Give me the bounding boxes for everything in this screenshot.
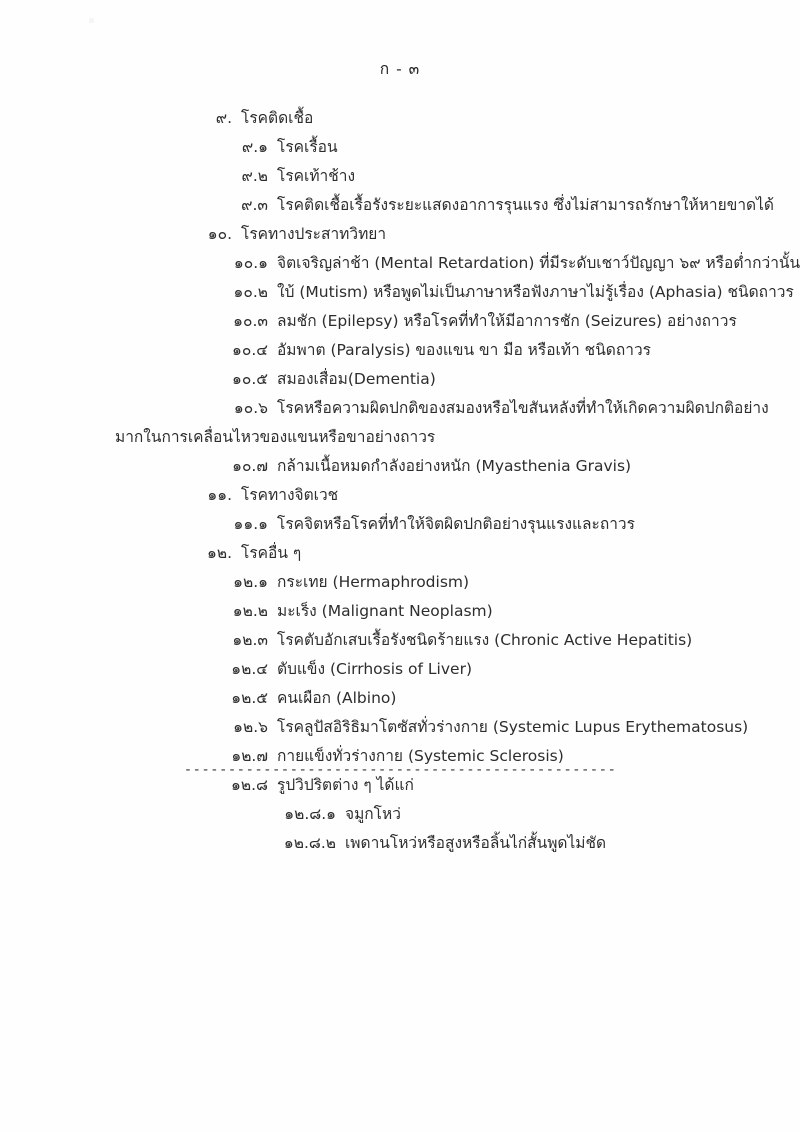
section-title: โรคทางจิตเวช <box>241 486 339 504</box>
item-text-wrap: มากในการเคลื่อนไหวของแขนหรือขาอย่างถาวร <box>115 428 436 446</box>
section-title: โรคติดเชื้อ <box>241 109 314 127</box>
document-body <box>0 104 800 858</box>
item-text: จิตเจริญล่าช้า (Mental Retardation) ที่มีระดับเชาว์ปัญญา ๖๙ หรือต่ำกว่านั้น <box>277 254 800 272</box>
footer-separator: ------------------------------------------------- <box>183 762 617 778</box>
item-text: กล้ามเนื้อหมดกำลังอย่างหนัก (Myasthenia Gravis) <box>277 457 632 475</box>
section-number: ๙. <box>215 109 232 127</box>
item-text: โรคเรื้อน <box>277 138 338 156</box>
sub-list-item <box>0 829 800 858</box>
item-text: คนเผือก (Albino) <box>277 689 397 707</box>
item-number: ๑๐.๓ <box>233 312 268 330</box>
sub-list-item <box>0 800 800 829</box>
item-number: ๑๒.๗ <box>231 747 268 765</box>
item-text: สมองเสื่อม(Dementia) <box>277 370 436 388</box>
list-item <box>0 452 800 481</box>
item-text: โรคเท้าช้าง <box>277 167 356 185</box>
subitem-number: ๑๒.๘.๑ <box>284 805 336 823</box>
section-heading <box>0 220 800 249</box>
item-text: โรคจิตหรือโรคที่ทำให้จิตผิดปกติอย่างรุนแรงและถาวร <box>277 515 635 533</box>
section-heading <box>0 481 800 510</box>
item-number: ๑๒.๒ <box>232 602 268 620</box>
section-number: ๑๑. <box>207 486 232 504</box>
list-item <box>0 249 800 278</box>
item-number: ๑๑.๑ <box>233 515 268 533</box>
item-text: กายแข็งทั่วร่างกาย (Systemic Sclerosis) <box>277 747 564 765</box>
item-number: ๑๐.๑ <box>233 254 268 272</box>
list-item <box>0 510 800 539</box>
list-item <box>0 684 800 713</box>
list-item <box>0 626 800 655</box>
item-text: ใบ้ (Mutism) หรือพูดไม่เป็นภาษาหรือฟังภาษาไม่รู้เรื่อง (Aphasia) ชนิดถาวร <box>277 283 794 301</box>
section-number: ๑๐. <box>207 225 232 243</box>
section-heading <box>0 539 800 568</box>
list-item <box>0 597 800 626</box>
item-number: ๑๐.๖ <box>233 399 268 417</box>
section-title: โรคทางประสาทวิทยา <box>241 225 387 243</box>
list-item <box>0 394 800 423</box>
item-text: โรคหรือความผิดปกติของสมองหรือไขสันหลังที่ทำให้เกิดความผิดปกติอย่าง <box>277 399 769 417</box>
item-number: ๙.๒ <box>241 167 268 185</box>
section-heading <box>0 104 800 133</box>
item-number: ๑๐.๔ <box>232 341 268 359</box>
list-item <box>0 713 800 742</box>
item-text: มะเร็ง (Malignant Neoplasm) <box>277 602 493 620</box>
item-text: โรคตับอักเสบเรื้อรังชนิดร้ายแรง (Chronic Active Hepatitis) <box>277 631 693 649</box>
item-number: ๑๐.๒ <box>233 283 268 301</box>
item-text: ลมชัก (Epilepsy) หรือโรคที่ทำให้มีอาการชัก (Seizures) อย่างถาวร <box>277 312 737 330</box>
item-text: โรคติดเชื้อเรื้อรังระยะแสดงอาการรุนแรง ซึ่งไม่สามารถรักษาให้หายขาดได้ <box>277 196 774 214</box>
list-item <box>0 133 800 162</box>
subitem-number: ๑๒.๘.๒ <box>283 834 336 852</box>
item-number: ๑๒.๖ <box>233 718 268 736</box>
page-header: ก - ๓ <box>379 60 421 78</box>
item-number: ๑๒.๕ <box>231 689 268 707</box>
item-number: ๑๒.๔ <box>231 660 268 678</box>
list-item <box>0 278 800 307</box>
item-number: ๑๒.๓ <box>232 631 268 649</box>
list-item <box>0 655 800 684</box>
item-number: ๑๐.๗ <box>232 457 268 475</box>
item-number: ๑๐.๕ <box>232 370 268 388</box>
item-text: กระเทย (Hermaphrodism) <box>277 573 470 591</box>
list-item <box>0 191 800 220</box>
item-number: ๙.๓ <box>241 196 268 214</box>
list-item <box>0 365 800 394</box>
item-text: อัมพาต (Paralysis) ของแขน ขา มือ หรือเท้า ชนิดถาวร <box>277 341 651 359</box>
item-number: ๙.๑ <box>241 138 268 156</box>
item-number: ๑๒.๘ <box>231 776 268 794</box>
item-text: โรคลูปัสอิริธิมาโตซัสทั่วร่างกาย (Systemic Lupus Erythematosus) <box>277 718 749 736</box>
subitem-text: จมูกโหว่ <box>345 805 401 823</box>
list-item <box>0 307 800 336</box>
section-number: ๑๒. <box>207 544 232 562</box>
list-item <box>0 568 800 597</box>
section-title: โรคอื่น ๆ <box>241 544 302 562</box>
subitem-text: เพดานโหว่หรือสูงหรือลิ้นไก่สั้นพูดไม่ชัด <box>345 834 607 852</box>
scan-artifact <box>89 18 94 23</box>
list-item <box>0 162 800 191</box>
list-item <box>0 336 800 365</box>
item-text: รูปวิปริตต่าง ๆ ได้แก่ <box>277 776 414 794</box>
list-item-continuation <box>0 423 800 452</box>
item-text: ตับแข็ง (Cirrhosis of Liver) <box>277 660 472 678</box>
item-number: ๑๒.๑ <box>233 573 268 591</box>
